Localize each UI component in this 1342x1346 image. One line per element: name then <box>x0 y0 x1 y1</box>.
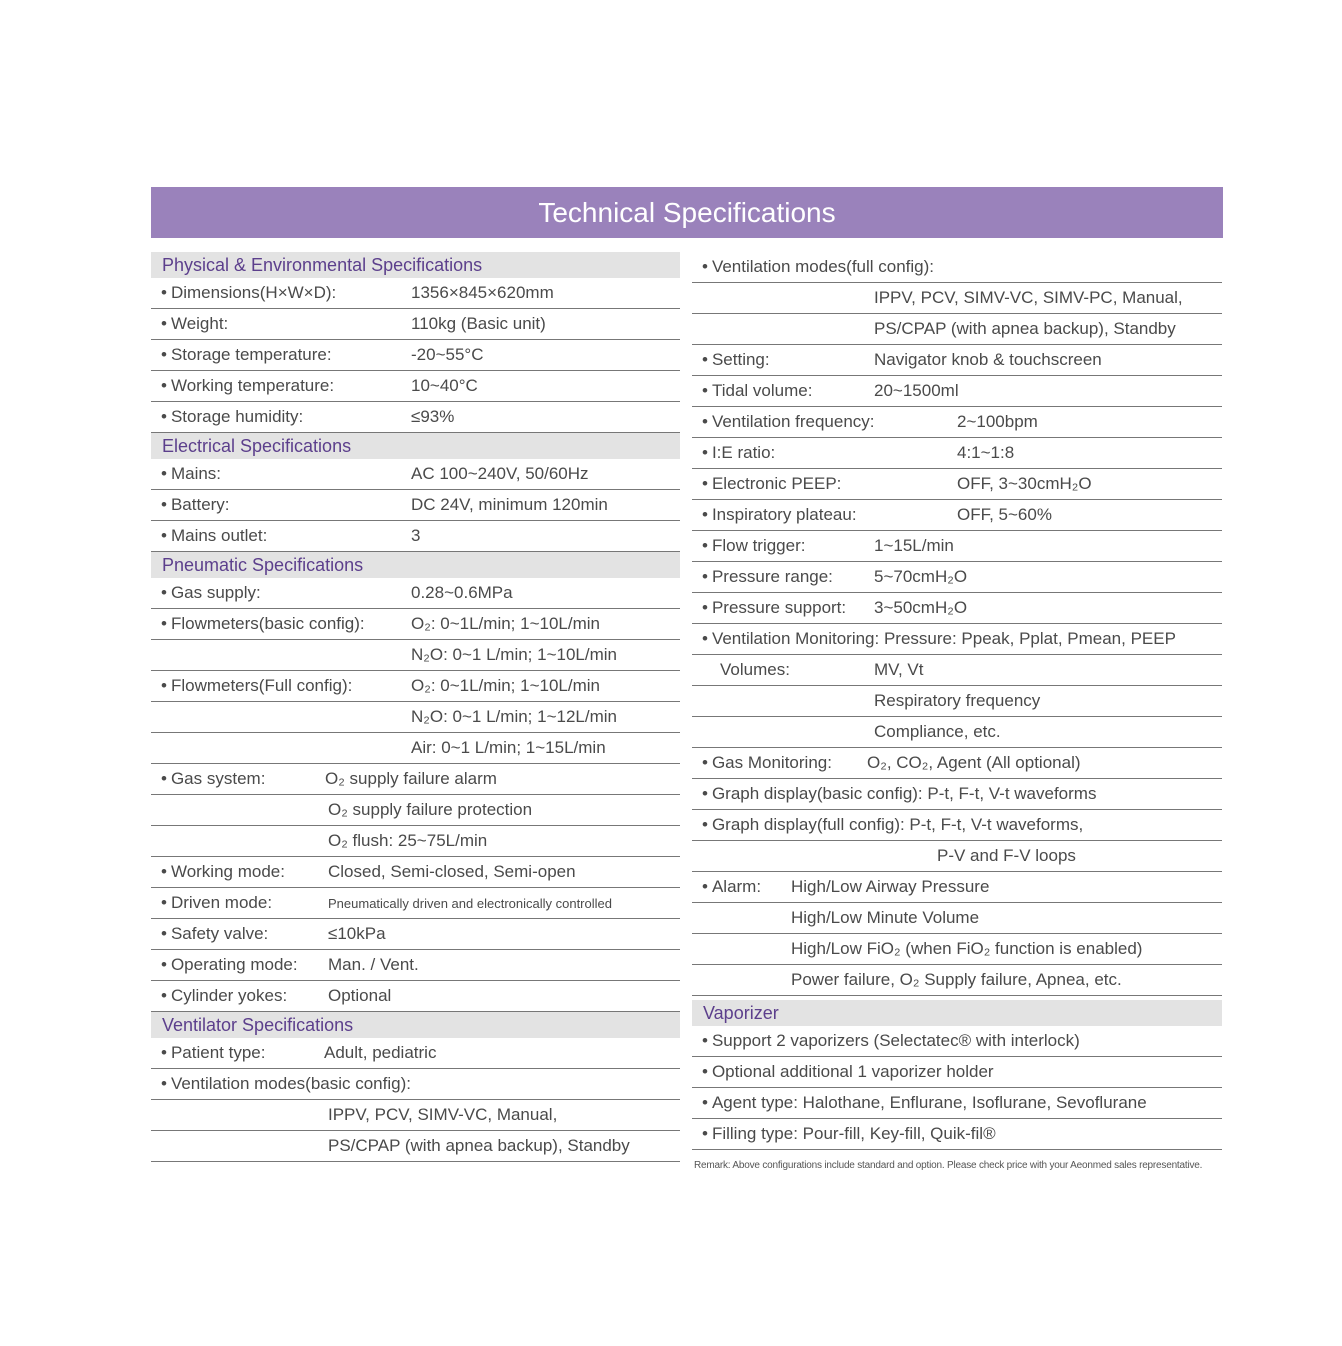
spec-label <box>702 257 934 277</box>
spec-label <box>702 1062 994 1082</box>
spec-row <box>692 686 1222 717</box>
spec-row <box>692 1057 1222 1088</box>
spec-label <box>161 769 265 789</box>
spec-row <box>692 965 1222 996</box>
spec-row <box>151 578 680 609</box>
spec-value: MV, Vt <box>874 660 924 679</box>
bullet-icon: • <box>702 474 708 493</box>
spec-label <box>161 955 298 975</box>
spec-row <box>151 764 680 795</box>
spec-value: Navigator knob & touchscreen <box>874 350 1102 369</box>
spec-value: O₂: 0~1L/min; 1~10L/min <box>411 676 600 695</box>
bullet-icon: • <box>702 505 708 524</box>
spec-value: 10~40°C <box>411 376 478 395</box>
spec-label <box>702 1031 1080 1051</box>
spec-label-text: Setting: <box>711 350 770 369</box>
spec-label <box>702 381 812 401</box>
spec-value: 0.28~0.6MPa <box>411 583 513 602</box>
spec-value: Closed, Semi-closed, Semi-open <box>328 862 576 881</box>
spec-row <box>151 826 680 857</box>
spec-row <box>692 407 1222 438</box>
spec-label <box>161 376 334 396</box>
spec-label-text: Mains outlet: <box>170 526 268 545</box>
spec-label <box>161 1074 411 1094</box>
spec-row <box>151 609 680 640</box>
spec-row <box>692 748 1222 779</box>
bullet-icon: • <box>702 1031 708 1050</box>
section-heading: Physical & Environmental Specifications <box>151 252 680 278</box>
spec-label-text: Storage temperature: <box>170 345 332 364</box>
spec-row <box>151 340 680 371</box>
spec-value: High/Low Airway Pressure <box>791 877 990 896</box>
spec-value: N₂O: 0~1 L/min; 1~12L/min <box>411 707 617 726</box>
spec-label-text: Flow trigger: <box>711 536 806 555</box>
bullet-icon: • <box>161 345 167 364</box>
spec-value: PS/CPAP (with apnea backup), Standby <box>874 319 1176 338</box>
bullet-icon: • <box>702 1062 708 1081</box>
spec-value: O₂ supply failure alarm <box>325 769 497 788</box>
spec-label-text: Cylinder yokes: <box>170 986 288 1005</box>
spec-label <box>161 407 303 427</box>
spec-value: PS/CPAP (with apnea backup), Standby <box>328 1136 630 1155</box>
spec-value: OFF, 3~30cmH₂O <box>957 474 1092 493</box>
spec-label <box>161 893 272 913</box>
spec-label <box>161 345 332 365</box>
bullet-icon: • <box>161 986 167 1005</box>
bullet-icon: • <box>702 753 708 772</box>
spec-label <box>161 924 268 944</box>
spec-value: 3 <box>411 526 421 545</box>
spec-value: AC 100~240V, 50/60Hz <box>411 464 589 483</box>
spec-value: Compliance, etc. <box>874 722 1001 741</box>
spec-label <box>702 753 832 773</box>
bullet-icon: • <box>161 407 167 426</box>
spec-label-text: Alarm: <box>711 877 762 896</box>
spec-row <box>151 1100 680 1131</box>
spec-label <box>702 877 761 897</box>
bullet-icon: • <box>161 464 167 483</box>
spec-label-text: Volumes: <box>720 660 790 679</box>
spec-row <box>151 795 680 826</box>
spec-value: 2~100bpm <box>957 412 1038 431</box>
spec-row <box>151 640 680 671</box>
spec-row <box>692 562 1222 593</box>
spec-value: 5~70cmH₂O <box>874 567 968 586</box>
bullet-icon: • <box>702 877 708 896</box>
spec-label <box>702 350 770 370</box>
spec-row <box>151 981 680 1012</box>
spec-value: 4:1~1:8 <box>957 443 1015 462</box>
spec-label-text: Agent type: Halothane, Enflurane, Isoflurane, Sevoflurane <box>711 1093 1147 1112</box>
section-heading: Electrical Specifications <box>151 433 680 459</box>
spec-label-text: Ventilation modes(basic config): <box>170 1074 411 1093</box>
spec-row <box>151 1131 680 1162</box>
bullet-icon: • <box>161 526 167 545</box>
spec-value: O₂ supply failure protection <box>328 800 533 819</box>
spec-value: Pneumatically driven and electronically controlled <box>328 896 612 911</box>
spec-label-text: Pressure support: <box>711 598 847 617</box>
spec-label <box>161 676 352 696</box>
spec-label-text: Ventilation Monitoring: Pressure: Ppeak, Pplat, Pmean, PEEP <box>711 629 1176 648</box>
bullet-icon: • <box>161 893 167 912</box>
spec-value: P-V and F-V loops <box>937 846 1076 865</box>
spec-row <box>692 283 1222 314</box>
spec-value: IPPV, PCV, SIMV-VC, Manual, <box>328 1105 558 1124</box>
spec-row <box>151 1038 680 1069</box>
spec-row <box>692 1119 1222 1150</box>
spec-row <box>692 1088 1222 1119</box>
spec-label-text: I:E ratio: <box>711 443 776 462</box>
bullet-icon: • <box>702 598 708 617</box>
spec-label <box>702 598 846 618</box>
spec-label <box>702 815 1083 835</box>
spec-label-text: Dimensions(H×W×D): <box>170 283 337 302</box>
spec-label-text: Support 2 vaporizers (Selectatec® with interlock) <box>711 1031 1080 1050</box>
spec-row <box>692 655 1222 686</box>
spec-row <box>151 888 680 919</box>
section-heading: Ventilator Specifications <box>151 1012 680 1038</box>
bullet-icon: • <box>702 443 708 462</box>
spec-row <box>151 671 680 702</box>
spec-value: O₂: 0~1L/min; 1~10L/min <box>411 614 600 633</box>
spec-value: O₂, CO₂, Agent (All optional) <box>867 753 1081 772</box>
spec-value: Air: 0~1 L/min; 1~15L/min <box>411 738 606 757</box>
section-heading: Vaporizer <box>692 1000 1222 1026</box>
bullet-icon: • <box>702 1124 708 1143</box>
spec-row <box>151 490 680 521</box>
spec-value: IPPV, PCV, SIMV-VC, SIMV-PC, Manual, <box>874 288 1183 307</box>
spec-label-text: Working mode: <box>170 862 285 881</box>
spec-value: -20~55°C <box>411 345 484 364</box>
spec-label-text: Optional additional 1 vaporizer holder <box>711 1062 994 1081</box>
spec-label-text: Working temperature: <box>170 376 335 395</box>
spec-row <box>692 717 1222 748</box>
spec-label-text: Ventilation frequency: <box>711 412 875 431</box>
spec-row <box>692 345 1222 376</box>
spec-value: Respiratory frequency <box>874 691 1041 710</box>
bullet-icon: • <box>161 676 167 695</box>
spec-row <box>692 934 1222 965</box>
spec-label <box>161 314 228 334</box>
spec-label <box>161 1043 265 1063</box>
spec-value: OFF, 5~60% <box>957 505 1052 524</box>
spec-label <box>702 412 875 432</box>
bullet-icon: • <box>702 412 708 431</box>
bullet-icon: • <box>161 583 167 602</box>
spec-label-text: Tidal volume: <box>711 381 813 400</box>
remark-note: Remark: Above configurations include standard and option. Please check price with your Aeonmed sales representative. <box>694 1160 1203 1171</box>
spec-value: N₂O: 0~1 L/min; 1~10L/min <box>411 645 617 664</box>
spec-label-text: Electronic PEEP: <box>711 474 842 493</box>
spec-label <box>161 464 221 484</box>
spec-label-text: Safety valve: <box>170 924 269 943</box>
spec-label <box>720 660 790 680</box>
spec-row <box>692 624 1222 655</box>
spec-label-text: Ventilation modes(full config): <box>711 257 935 276</box>
bullet-icon: • <box>161 283 167 302</box>
spec-row <box>151 371 680 402</box>
spec-label <box>161 495 230 515</box>
spec-value: High/Low FiO₂ (when FiO₂ function is enabled) <box>791 939 1143 958</box>
spec-value: Man. / Vent. <box>328 955 419 974</box>
bullet-icon: • <box>161 955 167 974</box>
spec-row <box>151 521 680 552</box>
spec-value: Power failure, O₂ Supply failure, Apnea, etc. <box>791 970 1122 989</box>
spec-row <box>151 278 680 309</box>
spec-label-text: Mains: <box>170 464 222 483</box>
left-column <box>151 252 680 1162</box>
spec-label-text: Flowmeters(basic config): <box>170 614 365 633</box>
spec-row <box>151 919 680 950</box>
spec-row <box>692 1026 1222 1057</box>
spec-label-text: Gas supply: <box>170 583 261 602</box>
bullet-icon: • <box>702 381 708 400</box>
bullet-icon: • <box>161 614 167 633</box>
spec-label <box>702 629 1176 649</box>
spec-label-text: Flowmeters(Full config): <box>170 676 353 695</box>
spec-row <box>692 872 1222 903</box>
spec-label-text: Gas Monitoring: <box>711 753 832 772</box>
bullet-icon: • <box>702 629 708 648</box>
right-column <box>692 252 1222 1150</box>
spec-row <box>692 841 1222 872</box>
spec-label <box>161 583 261 603</box>
spec-row <box>692 438 1222 469</box>
spec-label <box>161 283 336 303</box>
spec-row <box>692 903 1222 934</box>
spec-label <box>702 474 841 494</box>
page-title: Technical Specifications <box>151 187 1223 238</box>
spec-value: High/Low Minute Volume <box>791 908 980 927</box>
spec-value: 1356×845×620mm <box>411 283 554 302</box>
bullet-icon: • <box>702 567 708 586</box>
spec-label-text: Operating mode: <box>170 955 298 974</box>
spec-row <box>692 376 1222 407</box>
spec-row <box>692 810 1222 841</box>
spec-label <box>702 505 857 525</box>
bullet-icon: • <box>161 376 167 395</box>
spec-row <box>151 459 680 490</box>
bullet-icon: • <box>702 536 708 555</box>
spec-row <box>151 733 680 764</box>
spec-row <box>151 702 680 733</box>
bullet-icon: • <box>161 314 167 333</box>
spec-row <box>151 402 680 433</box>
spec-label-text: Storage humidity: <box>170 407 304 426</box>
spec-label <box>161 862 285 882</box>
spec-row <box>692 469 1222 500</box>
spec-value: ≤93% <box>411 407 455 426</box>
spec-value: ≤10kPa <box>328 924 386 943</box>
spec-row <box>692 531 1222 562</box>
bullet-icon: • <box>702 815 708 834</box>
spec-value: 3~50cmH₂O <box>874 598 968 617</box>
bullet-icon: • <box>702 257 708 276</box>
spec-label-text: Driven mode: <box>170 893 273 912</box>
spec-label-text: Graph display(full config): P-t, F-t, V-t waveforms, <box>711 815 1084 834</box>
spec-value: 1~15L/min <box>874 536 954 555</box>
spec-label-text: Gas system: <box>170 769 266 788</box>
spec-row <box>151 857 680 888</box>
spec-row <box>692 593 1222 624</box>
spec-label-text: Filling type: Pour-fill, Key-fill, Quik-fil® <box>711 1124 996 1143</box>
spec-label-text: Inspiratory plateau: <box>711 505 857 524</box>
spec-row <box>692 500 1222 531</box>
spec-label <box>702 1093 1147 1113</box>
spec-value: Optional <box>328 986 392 1005</box>
spec-row <box>692 314 1222 345</box>
spec-row <box>692 779 1222 810</box>
bullet-icon: • <box>702 784 708 803</box>
spec-row <box>151 309 680 340</box>
spec-label-text: Battery: <box>170 495 230 514</box>
spec-value: 110kg (Basic unit) <box>411 314 546 333</box>
spec-row <box>692 252 1222 283</box>
spec-label <box>702 1124 996 1144</box>
spec-label <box>161 986 287 1006</box>
spec-label <box>702 443 775 463</box>
spec-label-text: Pressure range: <box>711 567 833 586</box>
spec-row <box>151 950 680 981</box>
bullet-icon: • <box>702 1093 708 1112</box>
spec-row <box>151 1069 680 1100</box>
bullet-icon: • <box>161 862 167 881</box>
bullet-icon: • <box>161 1043 167 1062</box>
spec-label <box>702 536 805 556</box>
spec-label <box>161 614 365 634</box>
spec-value: 20~1500ml <box>874 381 959 400</box>
spec-label-text: Graph display(basic config): P-t, F-t, V-t waveforms <box>711 784 1097 803</box>
bullet-icon: • <box>161 924 167 943</box>
spec-label <box>702 784 1096 804</box>
section-heading: Pneumatic Specifications <box>151 552 680 578</box>
bullet-icon: • <box>161 769 167 788</box>
spec-value: O₂ flush: 25~75L/min <box>328 831 488 850</box>
spec-label <box>702 567 833 587</box>
bullet-icon: • <box>161 495 167 514</box>
spec-value: DC 24V, minimum 120min <box>411 495 608 514</box>
bullet-icon: • <box>161 1074 167 1093</box>
bullet-icon: • <box>702 350 708 369</box>
spec-label <box>161 526 267 546</box>
spec-label-text: Patient type: <box>170 1043 266 1062</box>
spec-value: Adult, pediatric <box>324 1043 437 1062</box>
spec-label-text: Weight: <box>170 314 229 333</box>
